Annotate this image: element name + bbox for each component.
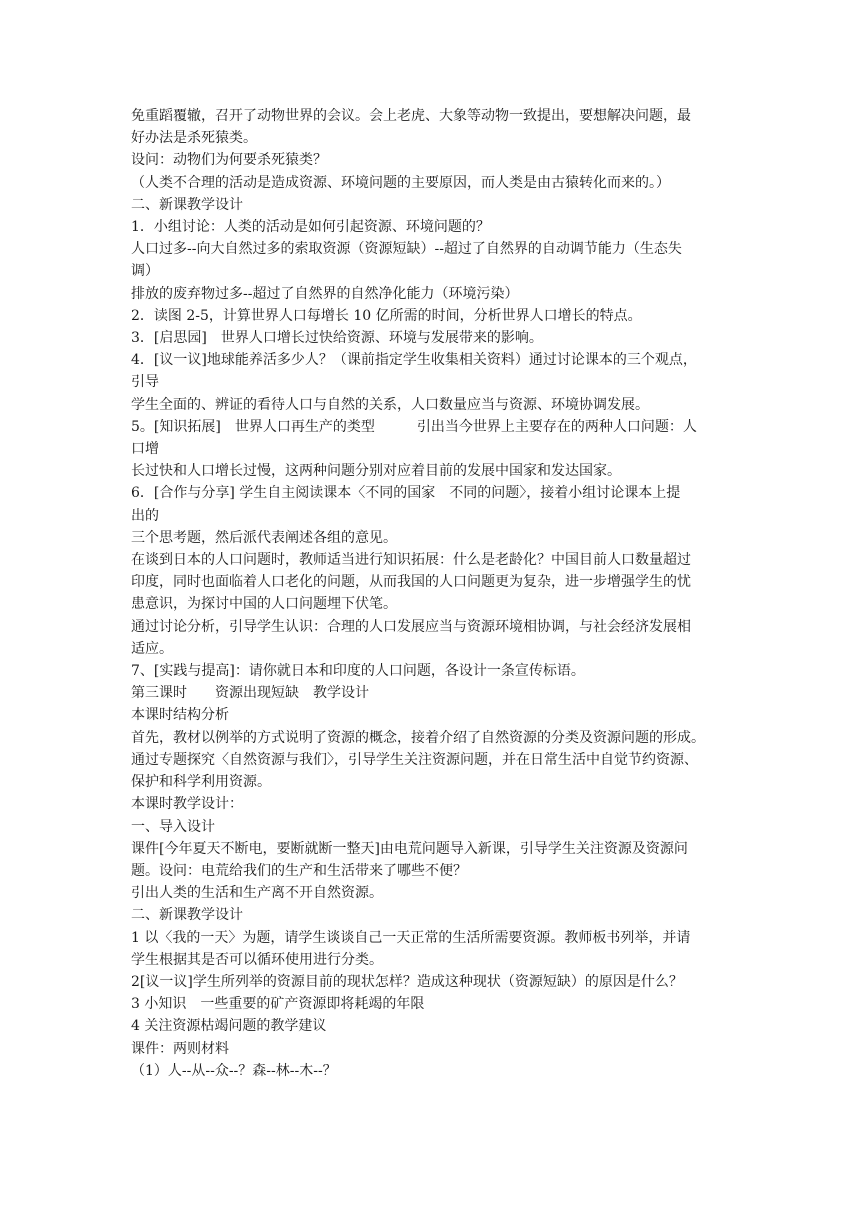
text-line: 第三课时 资源出现短缺 教学设计 xyxy=(131,685,369,702)
text-line: 3 小知识 一些重要的矿产资源即将耗竭的年限 xyxy=(131,996,425,1013)
text-line: 学生根据其是否可以循环使用进行分类。 xyxy=(131,951,383,968)
text-line: 保护和科学利用资源。 xyxy=(131,774,271,791)
text-line: 1 以〈我的一天〉为题，请学生谈谈自己一天正常的生活所需要资源。教师板书列举，并请 xyxy=(131,929,691,946)
text-line: 7、[实践与提高]：请你就日本和印度的人口问题，各设计一条宣传标语。 xyxy=(131,663,585,680)
text-line: 免重蹈覆辙，召开了动物世界的会议。会上老虎、大象等动物一致提出，要想解决问题，最 xyxy=(131,108,691,124)
text-line: 3．[启思园] 世界人口增长过快给资源、环境与发展带来的影响。 xyxy=(131,330,543,347)
text-line: 长过快和人口增长过慢，这两种问题分别对应着目前的发展中国家和发达国家。 xyxy=(131,463,621,480)
text-line: 2[议一议]学生所列举的资源目前的现状怎样？造成这种现状（资源短缺）的原因是什么？ xyxy=(131,973,683,990)
text-line: 4．[议一议]地球能养活多少人？（课前指定学生收集相关资料）通过讨论课本的三个观点， xyxy=(131,352,697,369)
text-line: 患意识，为探讨中国的人口问题埋下伏笔。 xyxy=(131,596,397,613)
text-line: 本课时结构分析 xyxy=(131,707,229,724)
text-line: 1．小组讨论：人类的活动是如何引起资源、环境问题的？ xyxy=(131,219,490,236)
text-line: 好办法是杀死猿类。 xyxy=(131,130,257,147)
text-line: 课件：两则材料 xyxy=(131,1040,229,1057)
text-line: 6．[合作与分享] 学生自主阅读课本〈不同的国家 不同的问题〉，接着小组讨论课本上提 xyxy=(131,485,681,502)
document-page xyxy=(131,105,735,1082)
text-line: 印度，同时也面临着人口老化的问题，从而我国的人口问题更为复杂，进一步增强学生的忧 xyxy=(131,574,691,591)
text-line: 二、新课教学设计 xyxy=(131,907,243,924)
text-line: 本课时教学设计： xyxy=(131,796,243,813)
text-line: 引出人类的生活和生产离不开自然资源。 xyxy=(131,885,383,902)
text-line: 题。设问：电荒给我们的生产和生活带来了哪些不便？ xyxy=(131,862,467,879)
text-line: （人类不合理的活动是造成资源、环境问题的主要原因，而人类是由古猿转化而来的。） xyxy=(131,174,670,191)
text-line: 首先，教材以例举的方式说明了资源的概念，接着介绍了自然资源的分类及资源问题的形成。 xyxy=(131,729,705,746)
text-line: 学生全面的、辨证的看待人口与自然的关系，人口数量应当与资源、环境协调发展。 xyxy=(131,396,649,413)
text-line: 4 关注资源枯竭问题的教学建议 xyxy=(131,1018,327,1035)
text-line: （1）人--从--众--？森--林--木--？ xyxy=(131,1062,337,1079)
text-line: 出的 xyxy=(131,507,159,524)
text-line: 通过讨论分析，引导学生认识：合理的人口发展应当与资源环境相协调，与社会经济发展相 xyxy=(131,618,691,635)
text-line: 2．读图 2-5，计算世界人口每增长 10 亿所需的时间，分析世界人口增长的特点。 xyxy=(131,307,642,324)
text-line: 适应。 xyxy=(131,640,173,657)
text-line: 排放的废弃物过多--超过了自然界的自然净化能力（环境污染） xyxy=(131,285,519,302)
text-line: 5。[知识拓展] 世界人口再生产的类型 引出当今世界上主要存在的两种人口问题：人 xyxy=(131,418,697,435)
text-line: 一、导入设计 xyxy=(131,818,215,835)
text-line: 通过专题探究〈自然资源与我们〉，引导学生关注资源问题，并在日常生活中自觉节约资源、 xyxy=(131,751,698,768)
text-line: 课件[今年夏天不断电，要断就断一整天]由电荒问题导入新课，引导学生关注资源及资源问 xyxy=(131,840,688,857)
text-line: 引导 xyxy=(131,374,159,391)
text-line: 口增 xyxy=(131,441,159,458)
text-line: 在谈到日本的人口问题时，教师适当进行知识拓展：什么是老龄化？中国目前人口数量超过 xyxy=(131,552,691,569)
text-line: 二、新课教学设计 xyxy=(131,196,243,213)
text-line: 设问：动物们为何要杀死猿类？ xyxy=(131,152,327,169)
text-line: 人口过多--向大自然过多的索取资源（资源短缺）--超过了自然界的自动调节能力（生态失 xyxy=(131,241,682,258)
text-line: 调） xyxy=(131,263,159,280)
text-line: 三个思考题，然后派代表阐述各组的意见。 xyxy=(131,529,397,546)
